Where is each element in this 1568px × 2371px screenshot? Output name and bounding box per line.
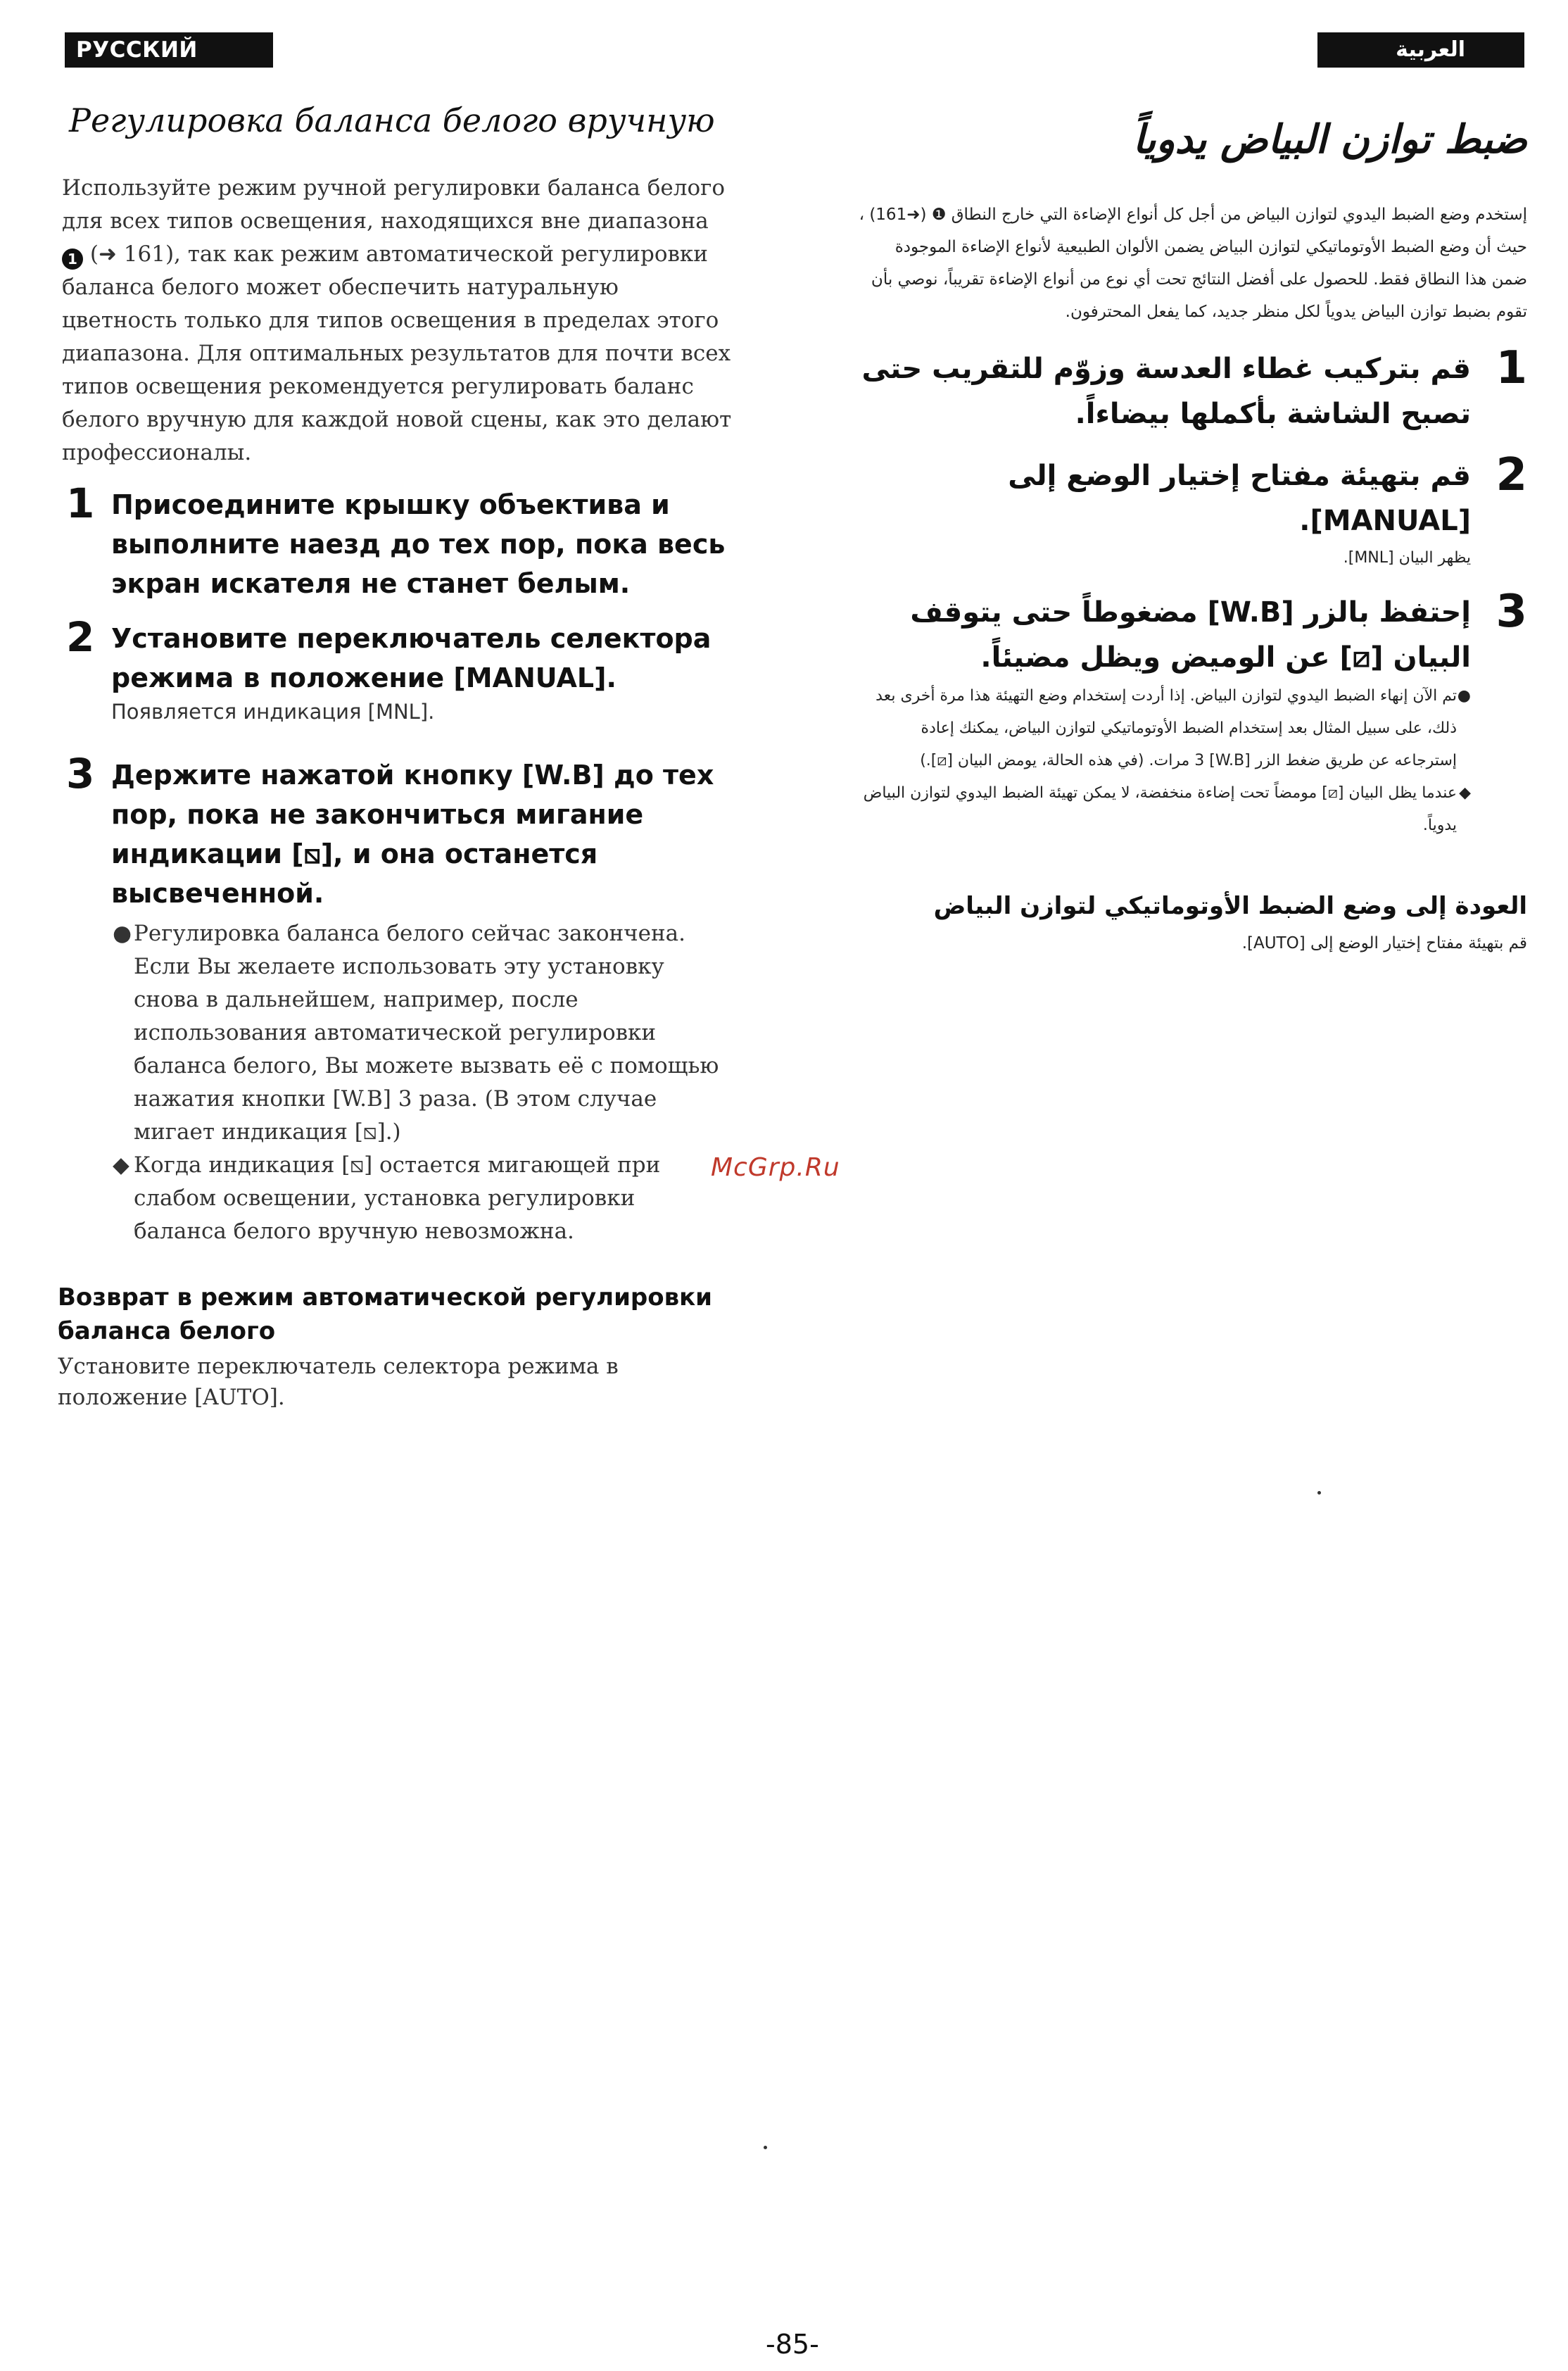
scan-speck xyxy=(764,2146,767,2149)
ru-bullet-item xyxy=(111,1149,733,1248)
russian-language-badge: РУССКИЙ ЯЗЫК xyxy=(65,32,273,68)
ar-step-number: 2 xyxy=(1496,449,1527,501)
ar-step-number: 1 xyxy=(1496,342,1527,394)
ru-step-2 xyxy=(58,613,733,726)
ar-subsection-heading: العودة إلى وضع الضبط الأوتوماتيكي لتوازن البياض xyxy=(933,892,1527,920)
ar-bullet-item xyxy=(859,777,1471,842)
ar-step-note: يظهر البيان [MNL]. xyxy=(1343,549,1471,567)
ru-step-note: Появляется индикация [MNL]. xyxy=(111,700,435,724)
ru-step-number: 3 xyxy=(66,750,95,798)
ar-step-text: قم بتهيئة مفتاح إختيار الوضع إلى [MANUAL]. xyxy=(1008,460,1471,537)
bullet-dot-icon: ● xyxy=(113,921,132,946)
bullet-dot-icon: ● xyxy=(1457,687,1471,705)
ru-intro-part-1: Используйте режим ручной регулировки баланса белого для всех типов освещения, находящихся вне диапазона xyxy=(62,175,726,234)
ar-subsection-text: قم بتهيئة مفتاح إختيار الوضع إلى [AUTO]. xyxy=(1241,934,1527,952)
ru-intro-part-2: (➜ 161), так как режим автоматической регулировки баланса белого может обеспечить натуральную цветность только для типов освещения в пределах этого диапазона. Для оптимальных результатов для почти всех типов освещения рекомендуется регулировать баланс белого вручную для каждой новой сцены, как это делают профессионалы. xyxy=(62,241,732,465)
ar-step-3 xyxy=(859,586,1527,842)
bullet-diamond-icon: ◆ xyxy=(1459,784,1471,802)
ru-subsection-text: Установите переключатель селектора режима в положение [AUTO]. xyxy=(58,1354,619,1410)
bullet-diamond-icon: ◆ xyxy=(113,1152,129,1178)
ru-intro-paragraph xyxy=(62,172,733,470)
ar-bullet-text: عندما يظل البيان [⧅] مومضاً تحت إضاءة منخفضة، لا يمكن تهيئة الضبط اليدوي لتوازن البياض يدوياً. xyxy=(863,784,1457,834)
watermark-text: McGrp.Ru xyxy=(711,1153,840,1182)
ru-bullet-list xyxy=(111,917,733,1248)
arabic-column xyxy=(859,106,1527,957)
ru-step-number: 1 xyxy=(66,479,95,527)
ru-step-text: Установите переключатель селектора режима в положение [MANUAL]. xyxy=(111,623,712,693)
ar-step-text: إحتفظ بالزر [W.B] مضغوطاً حتى يتوقف البيان [⧅] عن الوميض ويظل مضيئاً. xyxy=(910,596,1471,674)
ar-bullet-text: تم الآن إنهاء الضبط اليدوي لتوازن البياض. إذا أردت إستخدام وضع التهيئة هذا مرة أخرى بعد ذلك، على سبيل المثال بعد إستخدام الضبط الأوتوماتيكي لتوازن البياض، يمكنك إعادة إسترجاعه عن طريق ضغط الزر [W.B] 3 مرات. (في هذه الحالة، يومض البيان [⧅].) xyxy=(875,687,1457,769)
ru-step-text: Держите нажатой кнопку [W.B] до тех пор, пока не закончиться мигание индикации [⧅], и она останется высвеченной. xyxy=(111,760,714,909)
ar-step-text: قم بتركيب غطاء العدسة وزوّم للتقريب حتى تصبح الشاشة بأكملها بيضاءاً. xyxy=(861,353,1471,430)
ar-intro-paragraph: إستخدم وضع الضبط اليدوي لتوازن البياض من أجل كل أنواع الإضاءة التي خارج النطاق ❶ (➜161) ، حيث أن وضع الضبط الأوتوماتيكي لتوازن البياض يضمن الألوان الطبيعية لأنواع الإضاءة الموجودة ضمن هذا النطاق فقط. للحصول على أفضل النتائج تحت أي نوع من أنواع الإضاءة تقريباً، نوصي بأن تقوم بضبط توازن البياض يدوياً لكل منظر جديد، كما يفعل المحترفون. xyxy=(859,206,1527,321)
ar-section-title: ضبط توازن البياض يدوياً xyxy=(1132,117,1527,163)
ar-step-1 xyxy=(859,342,1527,436)
ar-bullet-item xyxy=(859,680,1471,777)
russian-column xyxy=(58,99,733,1413)
ru-step-3 xyxy=(58,750,733,1248)
scan-speck xyxy=(1317,1491,1321,1495)
circled-number-icon: 1 xyxy=(62,249,83,270)
ru-bullet-text: Регулировка баланса белого сейчас закончена. Если Вы желаете использовать эту установку снова в дальнейшем, например, после использования автоматической регулировки баланса белого, Вы можете вызвать её с помощью нажатия кнопки [W.B] 3 раза. (В этом случае мигает индикация [⧅].) xyxy=(134,921,719,1145)
page-number: -85- xyxy=(766,2329,819,2360)
ru-step-text: Присоедините крышку объектива и выполните наезд до тех пор, пока весь экран искателя не станет белым. xyxy=(111,489,726,599)
ar-step-2 xyxy=(859,449,1527,573)
ru-bullet-item xyxy=(111,917,733,1149)
arabic-language-badge: العربية xyxy=(1317,32,1524,68)
ru-step-1 xyxy=(58,479,733,603)
ru-section-title: Регулировка баланса белого вручную xyxy=(69,101,715,139)
ru-bullet-text: Когда индикация [⧅] остается мигающей при слабом освещении, установка регулировки баланса белого вручную невозможна. xyxy=(134,1152,661,1244)
ru-subsection-heading: Возврат в режим автоматической регулировки баланса белого xyxy=(58,1283,713,1345)
ru-step-number: 2 xyxy=(66,613,95,661)
ar-step-number: 3 xyxy=(1496,586,1527,638)
